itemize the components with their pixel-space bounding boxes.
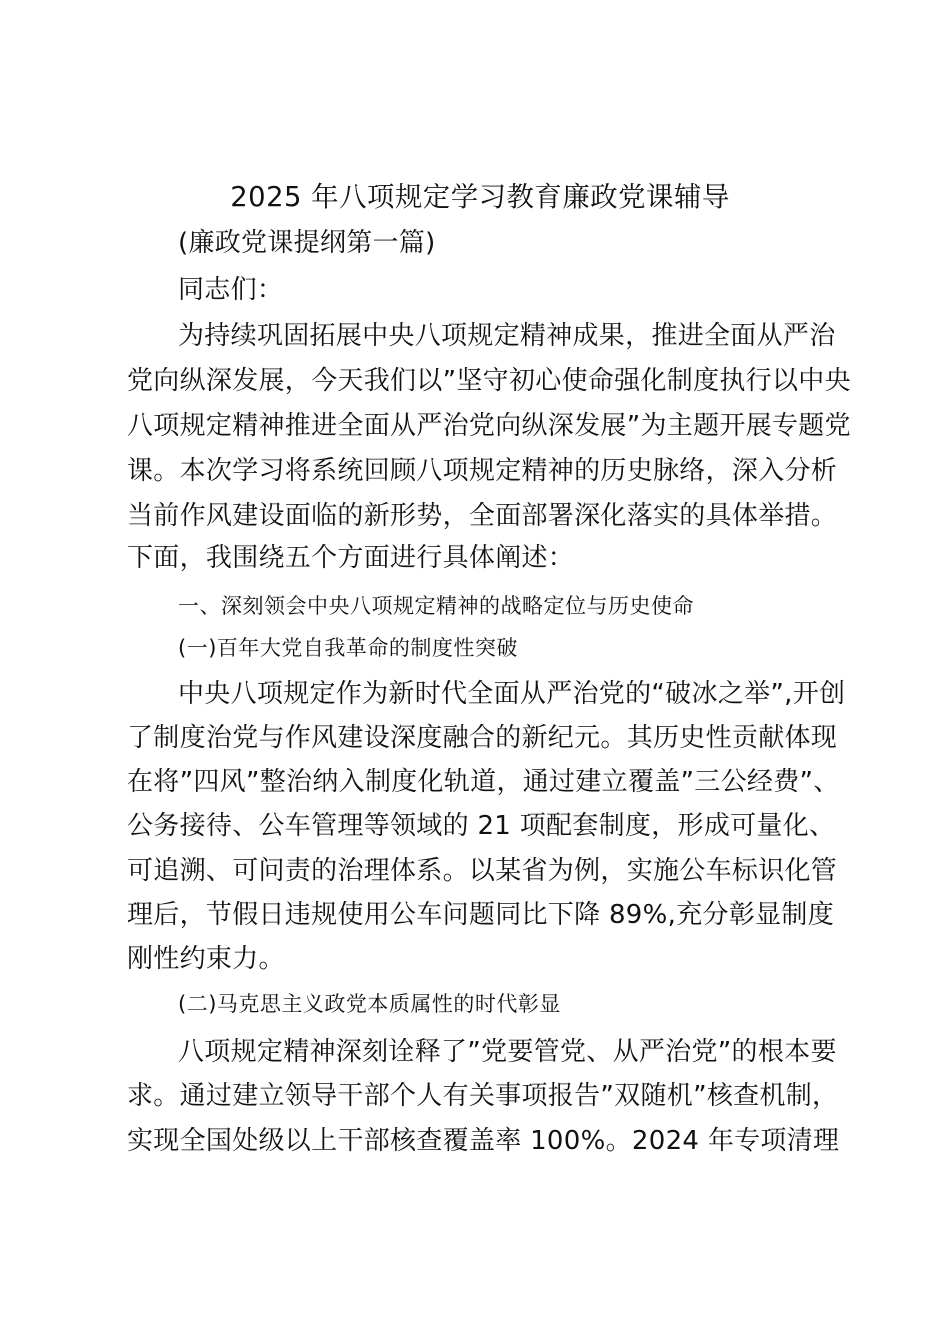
paragraph-line: 为持续巩固拓展中央八项规定精神成果，推进全面从严治 [178,321,836,351]
paragraph-line: 求。通过建立领导干部个人有关事项报告”双随机”核查机制， [127,1081,839,1111]
paragraph-line: 党向纵深发展，今天我们以”坚守初心使命强化制度执行以中央 [127,366,851,396]
subsection-heading: (二)马克思主义政党本质属性的时代彰显 [178,992,561,1016]
paragraph-line: 理后，节假日违规使用公车问题同比下降 89%,充分彰显制度 [127,900,835,930]
paragraph-line: 八项规定精神推进全面从严治党向纵深发展”为主题开展专题党 [127,411,851,441]
subsection-heading: (一)百年大党自我革命的制度性突破 [178,636,518,660]
paragraph-line: 中央八项规定作为新时代全面从严治党的“破冰之举”,开创 [178,679,846,709]
document-title: 2025 年八项规定学习教育廉政党课辅导 [230,182,730,213]
paragraph-line: 八项规定精神深刻诠释了”党要管党、从严治党”的根本要 [178,1037,837,1067]
paragraph-line: 当前作风建设面临的新形势，全面部署深化落实的具体举措。 [127,501,838,531]
paragraph-line: 在将”四风”整治纳入制度化轨道，通过建立覆盖”三公经费”、 [127,767,840,797]
section-heading: 一、深刻领会中央八项规定精神的战略定位与历史使命 [178,594,694,618]
paragraph-line: 下面，我围绕五个方面进行具体阐述： [127,543,575,573]
paragraph-line: 公务接待、公车管理等领域的 21 项配套制度，形成可量化、 [127,811,836,841]
paragraph-line: 实现全国处级以上干部核查覆盖率 100%。2024 年专项清理 [127,1126,840,1156]
paragraph-line: 了制度治党与作风建设深度融合的新纪元。其历史性贡献体现 [127,723,838,753]
document-subtitle: (廉政党课提纲第一篇) [178,228,436,258]
paragraph-line: 课。本次学习将系统回顾八项规定精神的历史脉络，深入分析 [127,456,838,486]
paragraph-line: 可追溯、可问责的治理体系。以某省为例，实施公车标识化管 [127,856,838,886]
paragraph-line: 刚性约束力。 [127,944,285,974]
salutation: 同志们： [178,275,284,305]
